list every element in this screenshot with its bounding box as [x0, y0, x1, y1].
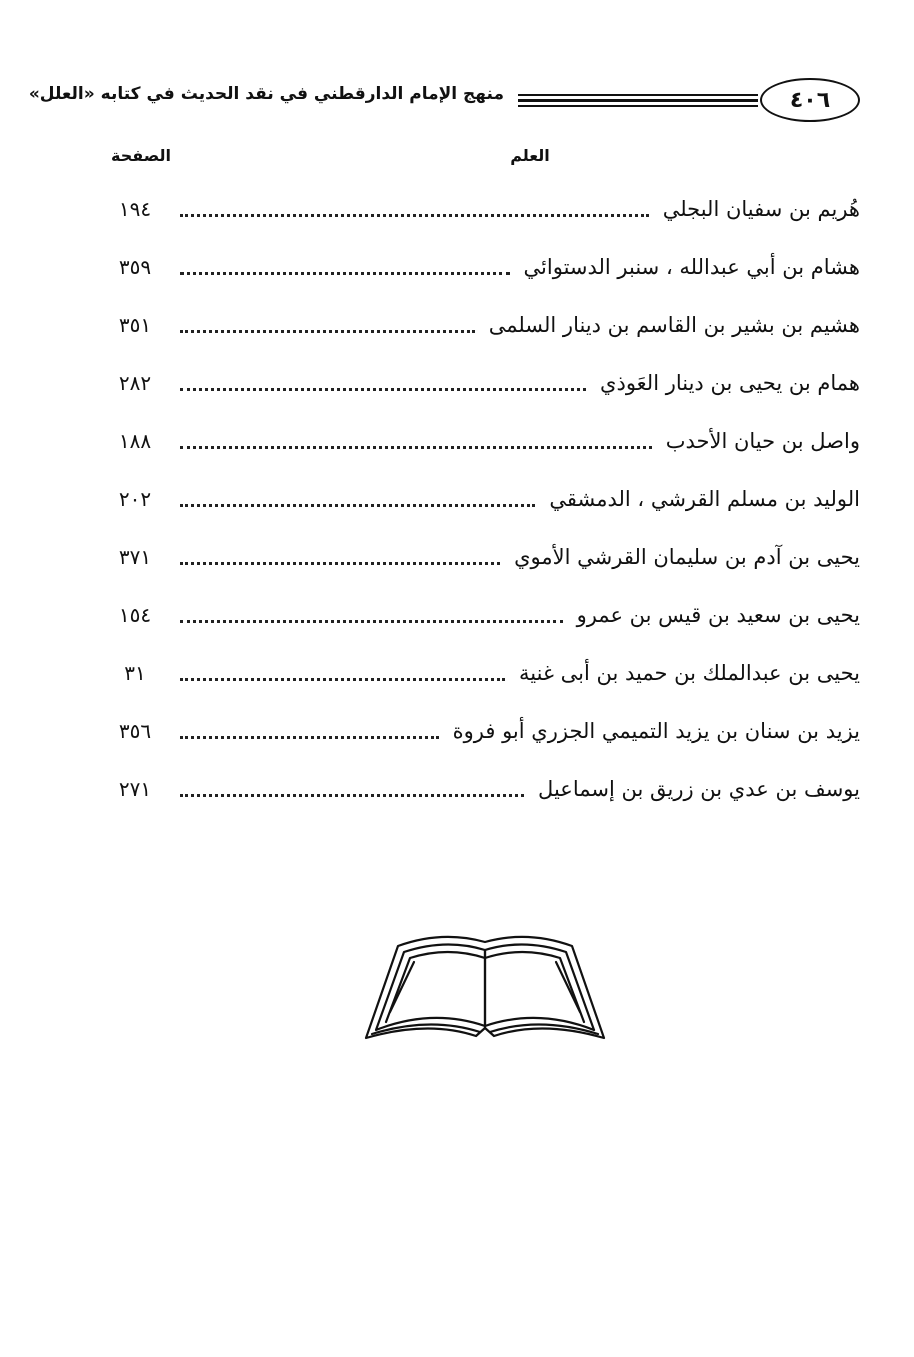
leader-dots: [180, 561, 500, 565]
entry-page: ٣٥١: [118, 313, 152, 337]
index-entry: [100, 644, 860, 702]
entry-name: يحيى بن عبدالملك بن حميد بن أبى غنية: [519, 661, 860, 685]
leader-dots: [180, 213, 649, 217]
entry-page: ٢٠٢: [118, 487, 152, 511]
index-entry: [100, 296, 860, 354]
entry-name: همام بن يحيى بن دينار العَوذي: [600, 371, 860, 395]
entry-name: يحيى بن آدم بن سليمان القرشي الأموي: [514, 545, 860, 569]
index-entry: [100, 528, 860, 586]
page-number: ٤٠٦: [760, 78, 860, 122]
index-list: [100, 180, 860, 818]
leader-dots: [180, 619, 563, 623]
index-entry: [100, 412, 860, 470]
leader-dots: [180, 793, 524, 797]
entry-name: الوليد بن مسلم القرشي ، الدمشقي: [549, 487, 860, 511]
entry-page: ٢٨٢: [118, 371, 152, 395]
entry-name: هشام بن أبي عبدالله ، سنبر الدستوائي: [523, 255, 860, 279]
entry-name: هشيم بن بشير بن القاسم بن دينار السلمى: [488, 313, 860, 337]
index-entry: [100, 238, 860, 296]
entry-page: ١٨٨: [118, 429, 152, 453]
open-book-icon: [362, 932, 608, 1044]
entry-name: هُريم بن سفيان البجلي: [662, 197, 860, 221]
entry-name: يوسف بن عدي بن زريق بن إسماعيل: [538, 777, 860, 801]
entry-page: ٣٧١: [118, 545, 152, 569]
leader-dots: [180, 329, 475, 333]
entry-name: يحيى بن سعيد بن قيس بن عمرو: [576, 603, 860, 627]
index-entry: [100, 470, 860, 528]
leader-dots: [180, 677, 505, 681]
index-entry: [100, 702, 860, 760]
index-entry: [100, 586, 860, 644]
entry-page: ٣٥٦: [118, 719, 152, 743]
entry-page: ٣١: [124, 661, 146, 685]
entry-name: يزيد بن سنان بن يزيد التميمي الجزري أبو فروة: [452, 719, 860, 743]
entry-page: ١٥٤: [118, 603, 152, 627]
header-rule: [518, 94, 758, 106]
header-title: منهج الإمام الدارقطني في نقد الحديث في كتابه «العلل»: [28, 84, 504, 104]
entry-page: ١٩٤: [118, 197, 152, 221]
index-entry: [100, 180, 860, 238]
column-header-page: الصفحة: [110, 146, 171, 165]
leader-dots: [180, 735, 439, 739]
leader-dots: [180, 503, 535, 507]
leader-dots: [180, 387, 586, 391]
index-entry: [100, 354, 860, 412]
column-header-name: العلم: [510, 146, 550, 165]
entry-name: واصل بن حيان الأحدب: [665, 429, 860, 453]
leader-dots: [180, 445, 652, 449]
running-header: [28, 78, 860, 128]
entry-page: ٣٥٩: [118, 255, 152, 279]
index-entry: [100, 760, 860, 818]
leader-dots: [180, 271, 510, 275]
entry-page: ٢٧١: [118, 777, 152, 801]
